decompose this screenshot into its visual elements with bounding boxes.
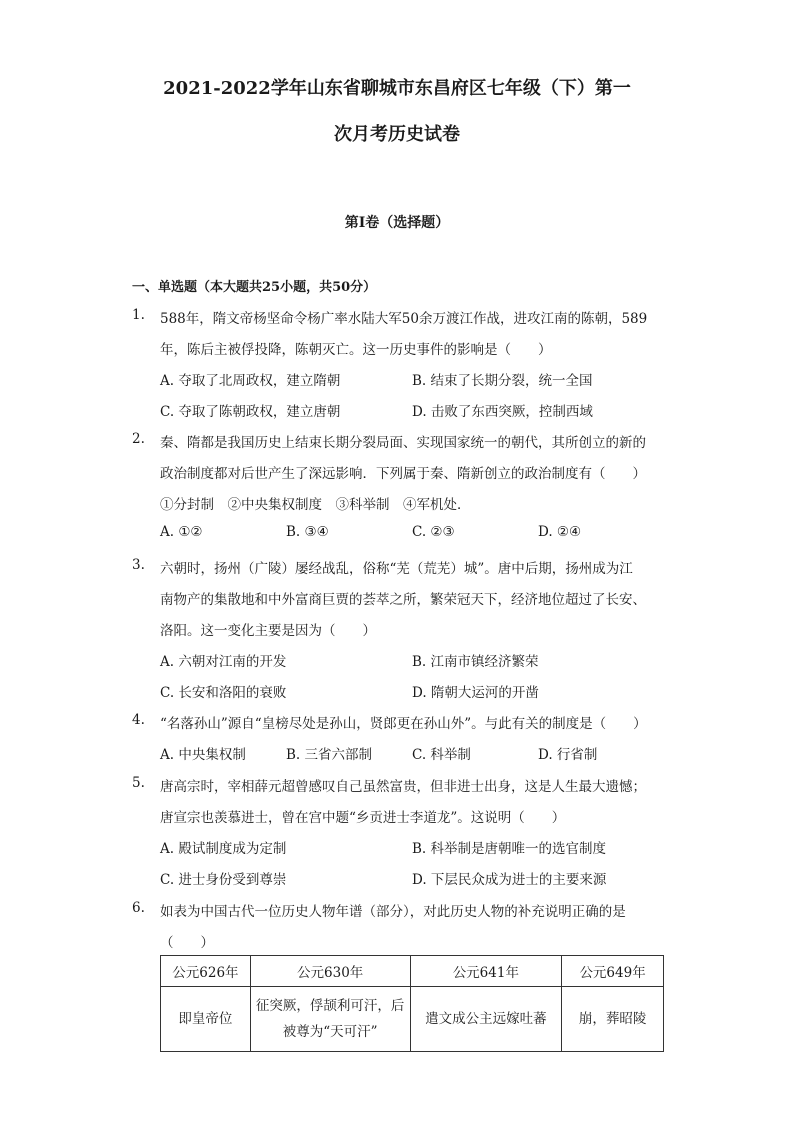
question-text-line: （ ） [160,935,214,951]
question-text-line: 洛阳。这一变化主要是因为（ ） [160,623,376,639]
exam-title-line-1: 2021-2022学年山东省聊城市东昌府区七年级（下）第一 [163,78,631,99]
option-b[interactable]: B. 科举制是唐朝唯一的选官制度 [412,841,607,857]
table-header-cell: 公元649年 [562,956,664,987]
question-number: 3. [132,557,145,573]
table-header-cell: 公元626年 [161,956,251,987]
option-a[interactable]: A. 夺取了北周政权，建立隋朝 [160,373,341,389]
option-c[interactable]: C. 科举制 [412,747,471,763]
exam-title-line-2: 次月考历史试卷 [334,124,460,145]
option-c[interactable]: C. 夺取了陈朝政权，建立唐朝 [160,404,341,420]
question-number: 1. [132,307,145,323]
table-cell-line: 征突厥，俘颉利可汗，后 [255,998,405,1014]
table-cell: 崩，葬昭陵 [562,987,664,1052]
option-d[interactable]: D. ②④ [538,524,582,540]
option-a[interactable]: A. 六朝对江南的开发 [160,654,287,670]
table-header-row [161,956,664,987]
table-header-cell: 公元630年 [250,956,410,987]
section-title: 第I卷（选择题） [344,215,450,231]
question-text-line: 南物产的集散地和中外富商巨贾的荟萃之所，繁荣冠天下，经济地位超过了长安、 [160,592,646,608]
option-a[interactable]: A. ①② [160,524,203,540]
table-cell: 即皇帝位 [161,987,251,1052]
question-number: 6. [132,900,145,916]
question-text-line: 六朝时，扬州（广陵）屡经战乱，俗称“芜（荒芜）城”。唐中后期，扬州成为江 [160,561,633,577]
option-d[interactable]: D. 行省制 [538,747,598,763]
option-b[interactable]: B. 三省六部制 [286,747,373,763]
table-row [161,987,664,1052]
table-cell [250,987,410,1052]
option-b[interactable]: B. 江南市镇经济繁荣 [412,654,539,670]
option-b[interactable]: B. ③④ [286,524,329,540]
option-c[interactable]: C. 长安和洛阳的衰败 [160,685,287,701]
option-d[interactable]: D. 击败了东西突厥，控制西域 [412,404,593,420]
question-text-line: ①分封制 ②中央集权制度 ③科举制 ④军机处． [160,497,471,513]
question-number: 2. [132,431,145,447]
question-text-line: 政治制度都对后世产生了深远影响．下列属于秦、隋新创立的政治制度有（ ） [160,466,646,482]
question-text-line: 年，陈后主被俘投降，陈朝灭亡。这一历史事件的影响是（ ） [160,342,552,358]
table-header-cell: 公元641年 [410,956,562,987]
question-text-line: “名落孙山”源自“皇榜尽处是孙山，贤郎更在孙山外”。与此有关的制度是（ ） [160,716,647,732]
option-a[interactable]: A. 殿试制度成为定制 [160,841,287,857]
option-d[interactable]: D. 下层民众成为进士的主要来源 [412,872,607,888]
table-cell-line: 被尊为“天可汗” [282,1024,378,1040]
question-number: 5. [132,775,145,791]
question-text-line: 秦、隋都是我国历史上结束长期分裂局面、实现国家统一的朝代，其所创立的新的 [160,435,646,451]
option-b[interactable]: B. 结束了长期分裂，统一全国 [412,373,593,389]
option-c[interactable]: C. 进士身份受到尊崇 [160,872,287,888]
option-c[interactable]: C. ②③ [412,524,455,540]
table-cell: 遣文成公主远嫁吐蕃 [410,987,562,1052]
question-text-line: 唐宣宗也羡慕进士，曾在宫中题“乡贡进士李道龙”。这说明（ ） [160,810,566,826]
question-text-line: 唐高宗时，宰相薛元超曾感叹自己虽然富贵，但非进士出身，这是人生最大遗憾； [160,779,646,795]
question-number: 4. [132,712,145,728]
question-text-line: 如表为中国古代一位历史人物年谱（部分），对此历史人物的补充说明正确的是 [160,904,626,920]
chronology-table [160,955,664,1052]
option-d[interactable]: D. 隋朝大运河的开凿 [412,685,539,701]
part-heading: 一、单选题（本大题共25小题，共50分） [132,280,377,295]
option-a[interactable]: A. 中央集权制 [160,747,246,763]
exam-title [100,66,694,158]
question-text-line: 588年，隋文帝杨坚命令杨广率水陆大军50余万渡江作战，进攻江南的陈朝，589 [160,311,648,327]
